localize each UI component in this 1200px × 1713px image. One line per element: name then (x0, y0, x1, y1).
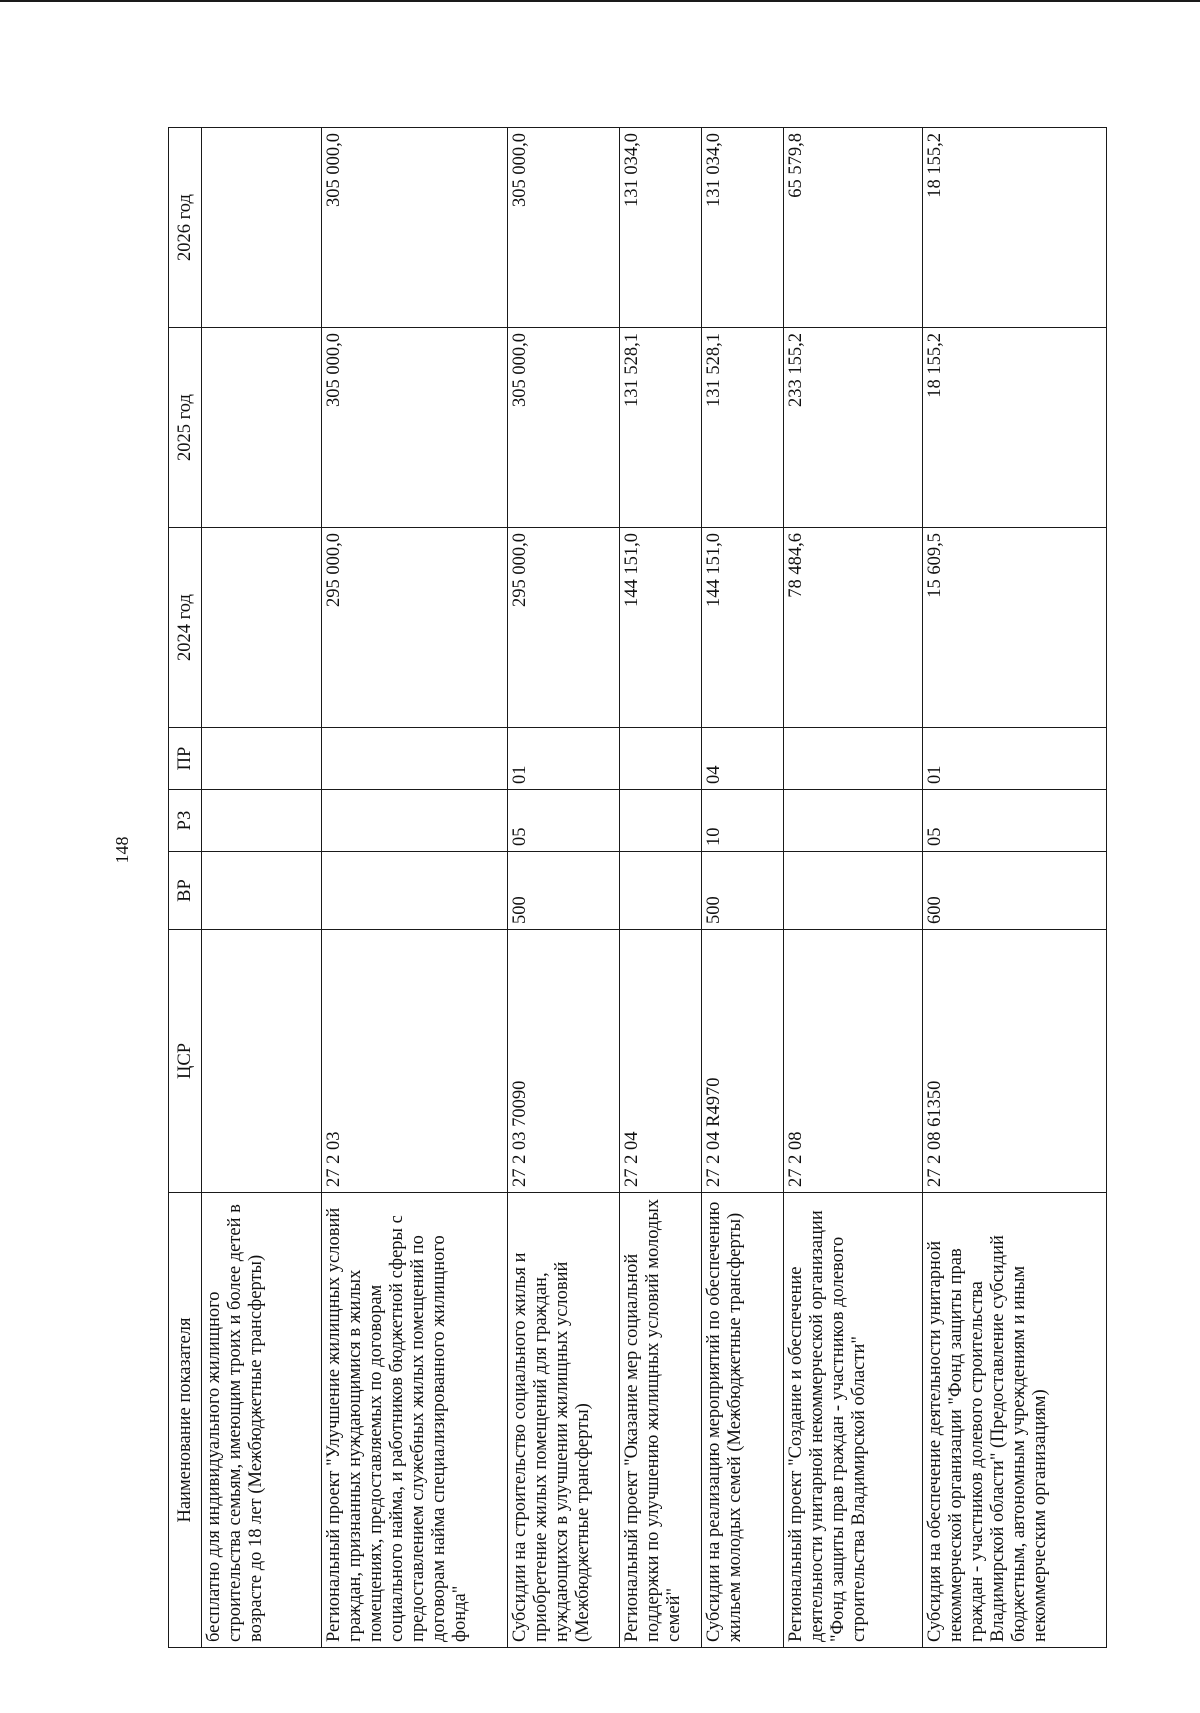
cell-rz: 05 (508, 790, 620, 852)
cell-pr (322, 728, 508, 790)
cell-vr: 500 (702, 852, 784, 930)
cell-2024: 295 000,0 (322, 528, 508, 728)
cell-2026 (202, 128, 322, 328)
cell-2026: 18 155,2 (923, 128, 1107, 328)
table-row (508, 128, 620, 1648)
cell-csr: 27 2 03 70090 (508, 930, 620, 1193)
cell-rz (202, 790, 322, 852)
cell-2026: 131 034,0 (620, 128, 702, 328)
cell-2024: 295 000,0 (508, 528, 620, 728)
page-number: 148 (112, 836, 132, 864)
cell-name: Региональный проект "Оказание мер социальной поддержки по улучшению жилищных условий молодых семей" (620, 1193, 702, 1648)
cell-name: Субсидии на строительство социального жилья и приобретение жилых помещений для граждан, нуждающихся в улучшении жилищных условий (Межбюджетные трансферты) (508, 1193, 620, 1648)
header-name: Наименование показателя (169, 1193, 202, 1648)
cell-pr (620, 728, 702, 790)
header-2025: 2025 год (169, 328, 202, 528)
cell-rz: 05 (923, 790, 1107, 852)
cell-2024: 144 151,0 (620, 528, 702, 728)
header-vr: ВР (169, 852, 202, 930)
cell-2024: 144 151,0 (702, 528, 784, 728)
cell-vr (620, 852, 702, 930)
budget-table (168, 127, 1107, 1648)
cell-vr (784, 852, 923, 930)
cell-2026: 131 034,0 (702, 128, 784, 328)
cell-2026: 65 579,8 (784, 128, 923, 328)
cell-2026: 305 000,0 (508, 128, 620, 328)
header-pr: ПР (169, 728, 202, 790)
cell-2024: 78 484,6 (784, 528, 923, 728)
header-rz: РЗ (169, 790, 202, 852)
cell-rz (322, 790, 508, 852)
table-row (620, 128, 702, 1648)
header-2026: 2026 год (169, 128, 202, 328)
table-row (702, 128, 784, 1648)
cell-pr: 01 (508, 728, 620, 790)
cell-vr: 500 (508, 852, 620, 930)
cell-vr (202, 852, 322, 930)
cell-csr: 27 2 08 (784, 930, 923, 1193)
table-row (322, 128, 508, 1648)
cell-pr: 01 (923, 728, 1107, 790)
header-csr: ЦСР (169, 930, 202, 1193)
cell-pr (202, 728, 322, 790)
cell-name: бесплатно для индивидуального жилищного строительства семьям, имеющим троих и более детей в возрасте до 18 лет (Межбюджетные трансферты) (202, 1193, 322, 1648)
cell-rz: 10 (702, 790, 784, 852)
cell-2025 (202, 328, 322, 528)
cell-rz (620, 790, 702, 852)
cell-csr: 27 2 03 (322, 930, 508, 1193)
cell-vr (322, 852, 508, 930)
table-header-row (169, 128, 202, 1648)
table-row (923, 128, 1107, 1648)
cell-2025: 131 528,1 (702, 328, 784, 528)
rotated-table-wrapper (168, 128, 1163, 1648)
table-row (202, 128, 322, 1648)
cell-csr: 27 2 08 61350 (923, 930, 1107, 1193)
cell-2025: 305 000,0 (322, 328, 508, 528)
cell-2025: 18 155,2 (923, 328, 1107, 528)
cell-name: Субсидии на реализацию мероприятий по обеспечению жильем молодых семей (Межбюджетные трансферты) (702, 1193, 784, 1648)
cell-rz (784, 790, 923, 852)
cell-vr: 600 (923, 852, 1107, 930)
cell-2025: 131 528,1 (620, 328, 702, 528)
cell-csr: 27 2 04 (620, 930, 702, 1193)
scan-top-edge (0, 0, 1200, 6)
cell-csr (202, 930, 322, 1193)
cell-2024: 15 609,5 (923, 528, 1107, 728)
cell-2026: 305 000,0 (322, 128, 508, 328)
cell-2025: 305 000,0 (508, 328, 620, 528)
header-2024: 2024 год (169, 528, 202, 728)
cell-pr: 04 (702, 728, 784, 790)
cell-name: Региональный проект "Улучшение жилищных условий граждан, признанных нуждающимися в жилых помещениях, предоставляемых по договорам социального найма, и работников бюджетной сферы с предоставлением служебных жилых помещений по договорам найма специализированного жилищного фонда" (322, 1193, 508, 1648)
cell-name: Субсидия на обеспечение деятельности унитарной некоммерческой организации "Фонд защиты прав граждан - участников долевого строительства Владимирской области" (Предоставление субсидий бюджетным, автономным учреждениям и иным некоммерческим организациям) (923, 1193, 1107, 1648)
cell-2024 (202, 528, 322, 728)
cell-csr: 27 2 04 R4970 (702, 930, 784, 1193)
cell-2025: 233 155,2 (784, 328, 923, 528)
cell-pr (784, 728, 923, 790)
cell-name: Региональный проект "Создание и обеспечение деятельности унитарной некоммерческой организации "Фонд защиты прав граждан - участников долевого строительства Владимирской области" (784, 1193, 923, 1648)
table-row (784, 128, 923, 1648)
